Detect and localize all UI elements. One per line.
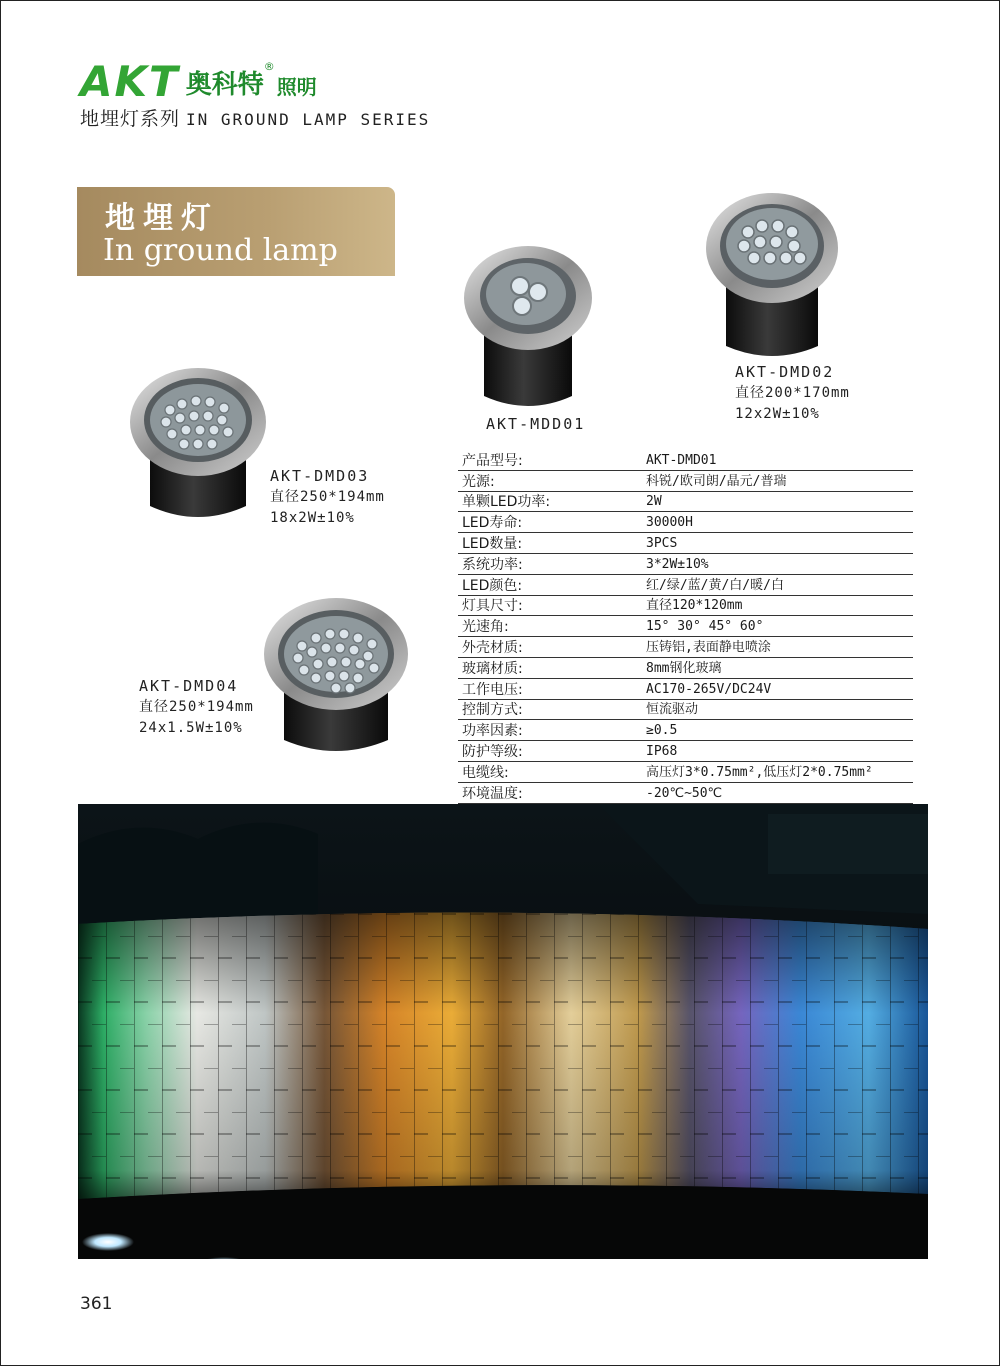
lamp-image-dmd02 xyxy=(704,192,840,362)
spec-value: 30000H xyxy=(646,515,693,531)
spec-key: 环境温度: xyxy=(462,785,523,802)
spec-value: 压铸铝,表面静电喷涂 xyxy=(646,639,771,655)
banner-title-cn: 地埋灯 xyxy=(105,201,219,236)
spec-row xyxy=(458,450,913,471)
lamp-label-mdd01 xyxy=(486,414,585,435)
lamp-power: 12x2W±10% xyxy=(735,406,820,422)
spec-key: 光速角: xyxy=(462,619,509,636)
spec-value: AC170-265V/DC24V xyxy=(646,681,772,697)
spec-row xyxy=(458,471,913,492)
spec-row xyxy=(458,762,913,783)
spec-key: 控制方式: xyxy=(462,702,523,719)
spec-key: 光源: xyxy=(462,473,495,490)
lamp-code: AKT-DMD04 xyxy=(139,677,239,695)
lamp-size: 直径200*170mm xyxy=(735,385,850,401)
spec-key: 系统功率: xyxy=(462,556,523,573)
spec-value: -20℃~50℃ xyxy=(646,785,723,801)
spec-value: IP68 xyxy=(646,743,678,759)
lamp-size: 直径250*194mm xyxy=(139,699,254,715)
spec-value: 高压灯3*0.75mm²,低压灯2*0.75mm² xyxy=(646,764,873,780)
lamp-image-dmd04 xyxy=(262,598,410,756)
spec-key: 外壳材质: xyxy=(462,639,523,656)
spec-row xyxy=(458,637,913,658)
spec-value: AKT-DMD01 xyxy=(646,452,717,468)
brand-logo-text: AKT xyxy=(80,57,180,106)
lamp-image-dmd03 xyxy=(128,366,268,524)
spec-row xyxy=(458,492,913,513)
series-title-cn: 地埋灯系列 xyxy=(80,108,181,130)
lamp-power: 24x1.5W±10% xyxy=(139,720,243,736)
spec-row xyxy=(458,512,913,533)
application-photo xyxy=(78,804,928,1259)
spec-value: 8mm钢化玻璃 xyxy=(646,660,722,676)
lamp-code: AKT-DMD02 xyxy=(735,363,835,381)
banner-title-en: In ground lamp xyxy=(103,233,338,268)
spec-value: ≥0.5 xyxy=(646,723,678,739)
spec-key: 产品型号: xyxy=(462,452,523,469)
spec-key: 电缆线: xyxy=(462,764,509,781)
lamp-label-dmd02 xyxy=(735,362,850,425)
lamp-size: 直径250*194mm xyxy=(270,489,385,505)
spec-value: 科锐/欧司朗/晶元/普瑞 xyxy=(646,473,787,489)
section-banner xyxy=(77,187,395,276)
spec-row xyxy=(458,533,913,554)
page-number: 361 xyxy=(80,1294,113,1314)
spec-value: 3PCS xyxy=(646,535,678,551)
series-title-en: IN GROUND LAMP SERIES xyxy=(186,110,431,129)
spec-key: 功率因素: xyxy=(462,723,523,740)
spec-row xyxy=(458,679,913,700)
spec-row xyxy=(458,554,913,575)
spec-key: 灯具尺寸: xyxy=(462,598,523,615)
spec-row xyxy=(458,616,913,637)
lamp-code: AKT-MDD01 xyxy=(486,415,586,433)
lamp-power: 18x2W±10% xyxy=(270,510,355,526)
spec-row xyxy=(458,783,913,804)
spec-key: 工作电压: xyxy=(462,681,523,698)
spec-row xyxy=(458,596,913,617)
registered-mark: ® xyxy=(263,60,275,73)
spec-table xyxy=(458,450,913,804)
spec-value: 15° 30° 45° 60° xyxy=(646,619,764,635)
spec-key: LED数量: xyxy=(462,535,523,552)
brand-name: 奥科特 xyxy=(185,70,264,100)
spec-value: 2W xyxy=(646,494,662,510)
lamp-code: AKT-DMD03 xyxy=(270,467,370,485)
spec-row xyxy=(458,575,913,596)
lamp-label-dmd04 xyxy=(139,676,254,739)
series-title xyxy=(80,104,430,131)
spec-row xyxy=(458,741,913,762)
spec-key: 防护等级: xyxy=(462,743,523,760)
spec-row xyxy=(458,700,913,721)
spec-key: LED颜色: xyxy=(462,577,523,594)
spec-value: 红/绿/蓝/黄/白/暖/白 xyxy=(646,577,784,593)
spec-key: 玻璃材质: xyxy=(462,660,523,677)
spec-value: 3*2W±10% xyxy=(646,556,709,572)
lamp-image-mdd01 xyxy=(462,246,594,412)
spec-row xyxy=(458,658,913,679)
spec-row xyxy=(458,720,913,741)
spec-value: 恒流驱动 xyxy=(646,702,699,718)
lamp-label-dmd03 xyxy=(270,466,385,529)
brand-logo xyxy=(80,57,317,106)
spec-key: 单颗LED功率: xyxy=(462,494,551,511)
spec-value: 直径120*120mm xyxy=(646,598,743,614)
spec-key: LED寿命: xyxy=(462,515,523,532)
brand-subtitle: 照明 xyxy=(276,75,317,99)
